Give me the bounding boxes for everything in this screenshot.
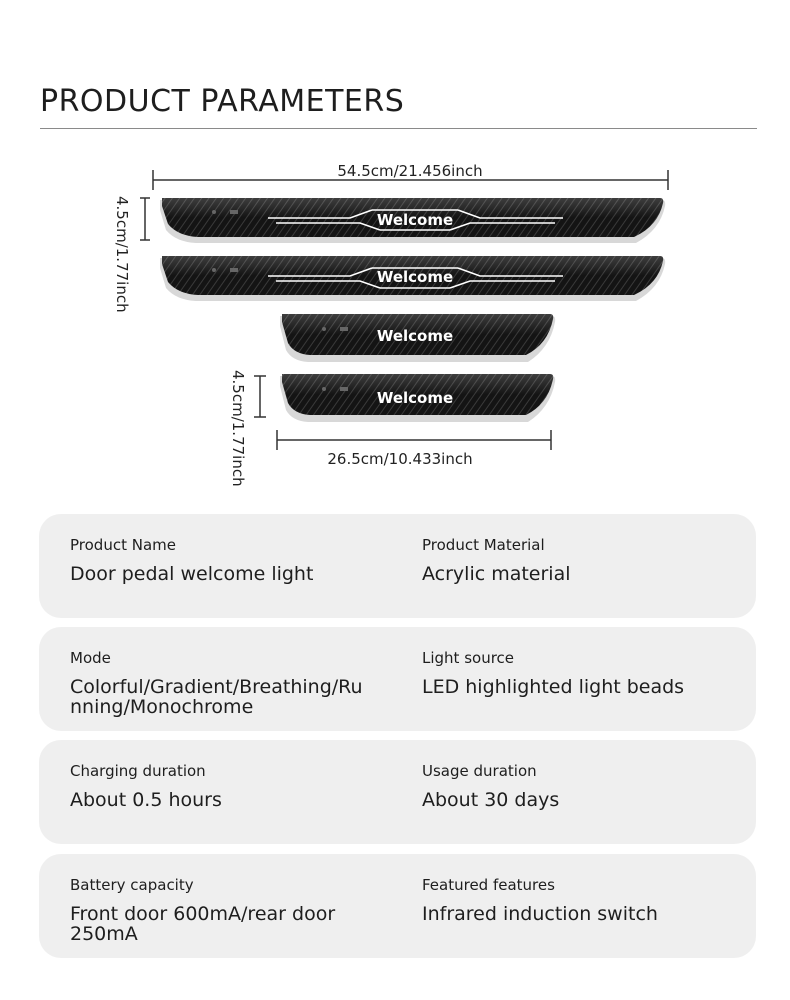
door-sill-plate-front-1 [160,198,665,243]
param-charging-duration [70,762,390,810]
param-value: About 0.5 hours [70,789,222,811]
plate-4-text: Welcome [376,389,454,407]
param-label: Light source [422,649,515,667]
door-sill-plate-front-2 [160,256,665,301]
param-battery-capacity [70,876,390,944]
param-label: Usage duration [422,762,537,780]
long-width-label: 54.5cm/21.456inch [337,162,483,180]
short-height-dimension [229,370,266,487]
param-value: LED highlighted light beads [422,676,685,698]
dimension-drawing [0,140,790,510]
long-width-dimension [153,162,668,190]
param-label: Product Material [422,536,545,554]
param-label: Battery capacity [70,876,194,894]
long-height-label: 4.5cm/1.77inch [113,196,131,313]
param-card-1 [39,514,756,618]
param-card-3 [39,740,756,844]
plate-3-text: Welcome [376,327,454,345]
short-width-label: 26.5cm/10.433inch [327,450,473,468]
short-width-dimension [277,430,551,468]
door-sill-plate-rear-1 [280,314,555,362]
short-height-label: 4.5cm/1.77inch [229,370,247,487]
door-sill-plate-rear-2 [280,374,555,422]
param-value: Infrared induction switch [422,903,658,925]
param-value: Front door 600mA/rear door 250mA [70,903,336,945]
plate-1-text: Welcome [376,211,454,229]
param-label: Featured features [422,876,555,894]
title-divider [40,128,757,129]
param-product-name [70,536,390,584]
param-value: Colorful/Gradient/Breathing/Running/Monochrome [70,676,363,718]
param-value: Door pedal welcome light [70,563,314,585]
param-value: Acrylic material [422,563,571,585]
param-light-source [422,649,732,697]
long-height-dimension [113,196,150,313]
param-product-material [422,536,732,584]
product-dimension-diagram [0,140,790,510]
plate-2-text: Welcome [376,268,454,286]
param-card-4 [39,854,756,958]
page-title: PRODUCT PARAMETERS [40,84,405,119]
param-mode [70,649,390,717]
param-usage-duration [422,762,732,810]
param-value: About 30 days [422,789,560,811]
param-featured-features [422,876,732,924]
param-label: Mode [70,649,111,667]
param-label: Charging duration [70,762,206,780]
param-card-2 [39,627,756,731]
param-label: Product Name [70,536,176,554]
